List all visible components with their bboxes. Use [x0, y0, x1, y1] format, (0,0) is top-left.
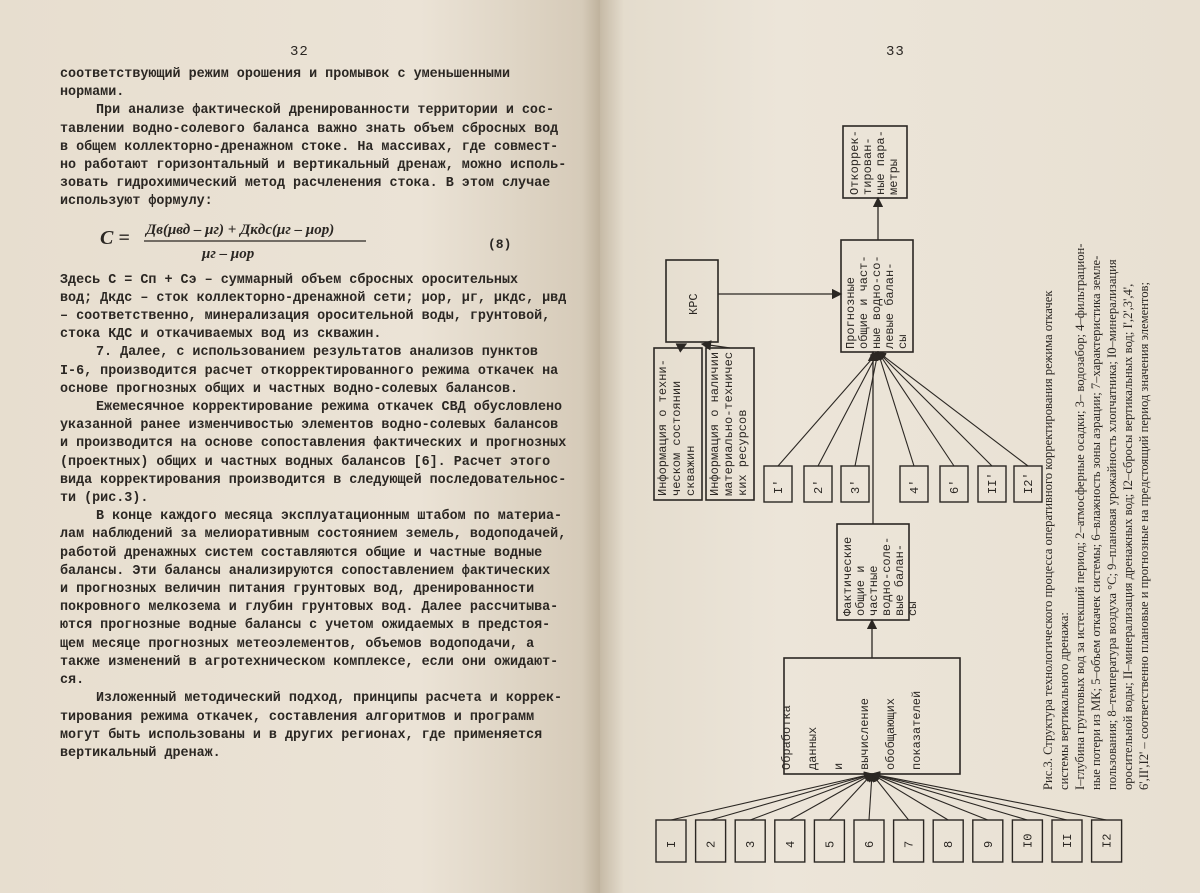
- box-text-line: вычисление: [858, 697, 872, 770]
- input-prime-label: I2': [1022, 472, 1036, 494]
- formula-8: [60, 216, 528, 264]
- box-info-tech: [654, 348, 702, 500]
- text-line: вида корректирования производится в следующей последовательнос-: [60, 472, 567, 488]
- text-line: щем месяце прогнозных метеоэлементов, объемов водоподачи, а: [60, 636, 535, 652]
- text-line: тавлении водно-солевого баланса важно знать объем сбросных вод: [60, 121, 559, 137]
- caption-line: пользования; 8–температура воздуха °C; 9–плановая урожайность хлопчатника; I0–минерализация: [1105, 259, 1119, 790]
- box-text-line: Информация о наличии: [708, 351, 722, 496]
- caption-line: оросительной воды; II–минерализация дренажных вод; I2–сбросы вертикальных вод; I',2',3',4',: [1121, 283, 1135, 790]
- arrow-line: [869, 774, 872, 820]
- input-label: I2: [1100, 833, 1115, 848]
- box-text-line: показателей: [910, 690, 924, 770]
- arrow-line: [778, 352, 878, 466]
- arrow-line: [872, 774, 1027, 820]
- text-line: и прогнозных величин питания грунтовых вод, дренированности: [60, 582, 535, 598]
- box-text-line: левые балан-: [883, 262, 897, 349]
- arrow-line: [878, 352, 914, 466]
- arrow-line: [878, 352, 954, 466]
- krs-label: КРС: [687, 293, 701, 315]
- formula-numerator: Дв(μвд – μг) + Дкдс(μг – μор): [146, 221, 335, 238]
- arrow-line: [872, 774, 948, 820]
- caption-line: системы вертикального дренажа:: [1057, 612, 1071, 790]
- box-text-line: тирован-: [861, 137, 875, 195]
- text-line: покровного мелкозема и глубин грунтовых вод. Далее рассчитыва-: [60, 600, 559, 616]
- text-line: работой дренажных систем составляются общие и частные водные: [60, 545, 543, 561]
- box-text-line: скважин: [684, 445, 698, 496]
- box-text-line: общие и част-: [857, 255, 871, 349]
- figure-3-diagram: [600, 0, 1200, 893]
- text-lines-top: [60, 66, 567, 212]
- input-label: 7: [902, 840, 917, 848]
- input-label: I: [665, 840, 679, 848]
- formula-denominator: μг – μор: [202, 245, 255, 262]
- box-text-line: сы: [896, 334, 910, 349]
- text-line: В конце каждого месяца эксплуатационным штабом по материа-: [96, 509, 563, 525]
- arrow-line: [711, 774, 872, 820]
- box-text-line: сы: [906, 601, 920, 616]
- inputs-middle-row: [764, 466, 1042, 502]
- box-processing: [780, 658, 960, 774]
- text-line: и производится на основе сопоставления фактических и прогнозных: [60, 436, 567, 452]
- input-label: I0: [1021, 833, 1036, 848]
- box-corrected: [843, 126, 907, 198]
- figure-caption: [1041, 244, 1151, 790]
- arrow-line: [671, 774, 872, 820]
- input-label: 8: [942, 840, 957, 848]
- box-text-line: частные: [867, 565, 881, 616]
- arrows-to-forecast: [778, 352, 1028, 466]
- text-line: используют формулу:: [60, 194, 213, 210]
- input-prime-label: 4': [908, 479, 922, 494]
- text-line: также изменений в агротехническом комплексе, если они ожидают-: [60, 654, 559, 670]
- text-line: соответствующий режим орошения и промывок с уменьшенными: [60, 67, 510, 82]
- caption-line: I–глубина грунтовых вод за истекший период; 2–атмосферные осадки; 3– водозабор; 4–фильтрацион-: [1073, 243, 1087, 790]
- right-page: [600, 0, 1200, 893]
- box-text-line: метры: [887, 158, 901, 195]
- box-actual: [837, 524, 920, 620]
- box-info-resources: [706, 348, 754, 500]
- input-label: 5: [823, 840, 838, 848]
- text-line: I-6, производится расчет откорректированного режима откачек на: [60, 363, 559, 379]
- box-text-line: Откоррек-: [848, 130, 862, 195]
- box-text-line: материально-техничес: [722, 351, 736, 496]
- arrow-line: [878, 352, 992, 466]
- inputs-bottom-row: [656, 820, 1122, 862]
- box-text-line: Фактические: [841, 536, 855, 616]
- text-line: стока КДС и откачиваемых вод из скважин.: [60, 327, 382, 343]
- box-text-line: ческом состоянии: [670, 380, 684, 496]
- text-line: основе прогнозных общих и частных водно-солевых балансов.: [60, 381, 519, 397]
- input-label: 9: [981, 840, 996, 848]
- text-line: но работают горизонтальный и вертикальный дренаж, можно исполь-: [60, 158, 567, 174]
- text-line: вертикальный дренаж.: [60, 745, 221, 761]
- input-prime-label: I': [772, 479, 786, 494]
- box-text-line: и: [832, 762, 846, 770]
- text-line: ся.: [60, 673, 85, 689]
- formula-graphic: [60, 216, 528, 264]
- text-line: ти (рис.3).: [60, 491, 149, 507]
- text-line: лам наблюдений за мелиоративным состоянием земель, водоподачей,: [60, 527, 567, 543]
- box-text-line: ные водно-со-: [870, 255, 884, 349]
- formula-lhs: C =: [100, 226, 130, 249]
- arrow-line: [878, 352, 1028, 466]
- arrow-line: [750, 774, 872, 820]
- input-label: II: [1061, 833, 1075, 848]
- text-line: в общем коллекторно-дренажном стоке. На массивах, где совмест-: [60, 139, 559, 155]
- text-lines-bottom: [60, 272, 567, 763]
- caption-line: 6',II',I2' – соответственно плановые и прогнозные на предстоящий период значения элементов;: [1137, 281, 1151, 790]
- arrow-line: [818, 352, 878, 466]
- text-line: тирования режима откачек, составления алгоритмов и программ: [60, 709, 535, 725]
- input-label: 6: [863, 840, 877, 848]
- left-text-block: [60, 66, 567, 763]
- page-number-right: 33: [886, 44, 905, 60]
- text-line: Ежемесячное корректирование режима откачек СВД обусловлено: [96, 400, 563, 416]
- text-line: При анализе фактической дренированности территории и сос-: [96, 103, 555, 119]
- text-line: указанной ранее изменчивостью элементов водно-солевых балансов: [60, 418, 559, 434]
- text-line: (проектных) общих и частных водных балансов [6]. Расчет этого: [60, 454, 551, 470]
- box-forecast: [841, 240, 913, 352]
- box-text-line: общие и: [854, 565, 868, 616]
- text-line: вод; Дкдс – сток коллекторно-дренажной сети; μор, μг, μкдс, μвд: [60, 290, 567, 306]
- caption-line: ные потери из МК; 5–объем откачек системы; 6–влажность зоны аэрации; 7–характеристика земле-: [1089, 255, 1103, 790]
- formula-number: (8): [488, 236, 512, 252]
- text-line: Изложенный методический подход, принципы расчета и коррек-: [96, 691, 563, 707]
- box-text-line: Прогнозные: [844, 276, 858, 349]
- text-line: 7. Далее, с использованием результатов анализов пунктов: [96, 345, 538, 361]
- input-label: 4: [783, 840, 798, 848]
- text-line: зовать гидрохимический метод расчленения стока. В этом случае: [60, 176, 551, 192]
- input-prime-label: 3': [849, 479, 863, 494]
- text-line: – соответственно, минерализация оросительной воды, грунтовой,: [60, 309, 551, 325]
- text-line: могут быть использованы и в других регионах, где применяется: [60, 727, 543, 743]
- box-krs: [666, 260, 718, 342]
- page-number-left: 32: [290, 44, 309, 60]
- arrow-line: [829, 774, 872, 820]
- text-line: Здесь С = Сп + Сэ – суммарный объем сбросных оросительных: [60, 272, 519, 288]
- box-text-line: ких ресурсов: [736, 409, 750, 496]
- box-text-line: Информация о техни-: [656, 359, 670, 496]
- input-label: 2: [704, 840, 719, 848]
- arrow-line: [855, 352, 878, 466]
- box-text-line: водно-соле-: [880, 536, 894, 616]
- caption-line: Рис.3. Структура технологического процесса оперативного корректирования режима откачек: [1041, 290, 1055, 790]
- box-text-line: Обработка: [780, 705, 794, 770]
- box-text-line: данных: [806, 726, 820, 770]
- input-prime-label: 6': [948, 479, 962, 494]
- box-text-line: вые балан-: [893, 543, 907, 616]
- text-line: балансы. Эти балансы анализируются сопоставлением фактических: [60, 563, 551, 579]
- arrow-line: [790, 774, 872, 820]
- input-label: 3: [744, 840, 759, 848]
- box-text-line: ные пара-: [874, 130, 888, 195]
- text-line: нормами.: [60, 85, 125, 101]
- input-prime-label: 2': [812, 479, 826, 494]
- arrow-line: [872, 774, 1107, 820]
- box-text-line: обобщающих: [884, 697, 898, 770]
- text-line: ются прогнозные водные балансы с учетом ожидаемых в предстоя-: [60, 618, 551, 634]
- input-prime-label: II': [986, 472, 1000, 494]
